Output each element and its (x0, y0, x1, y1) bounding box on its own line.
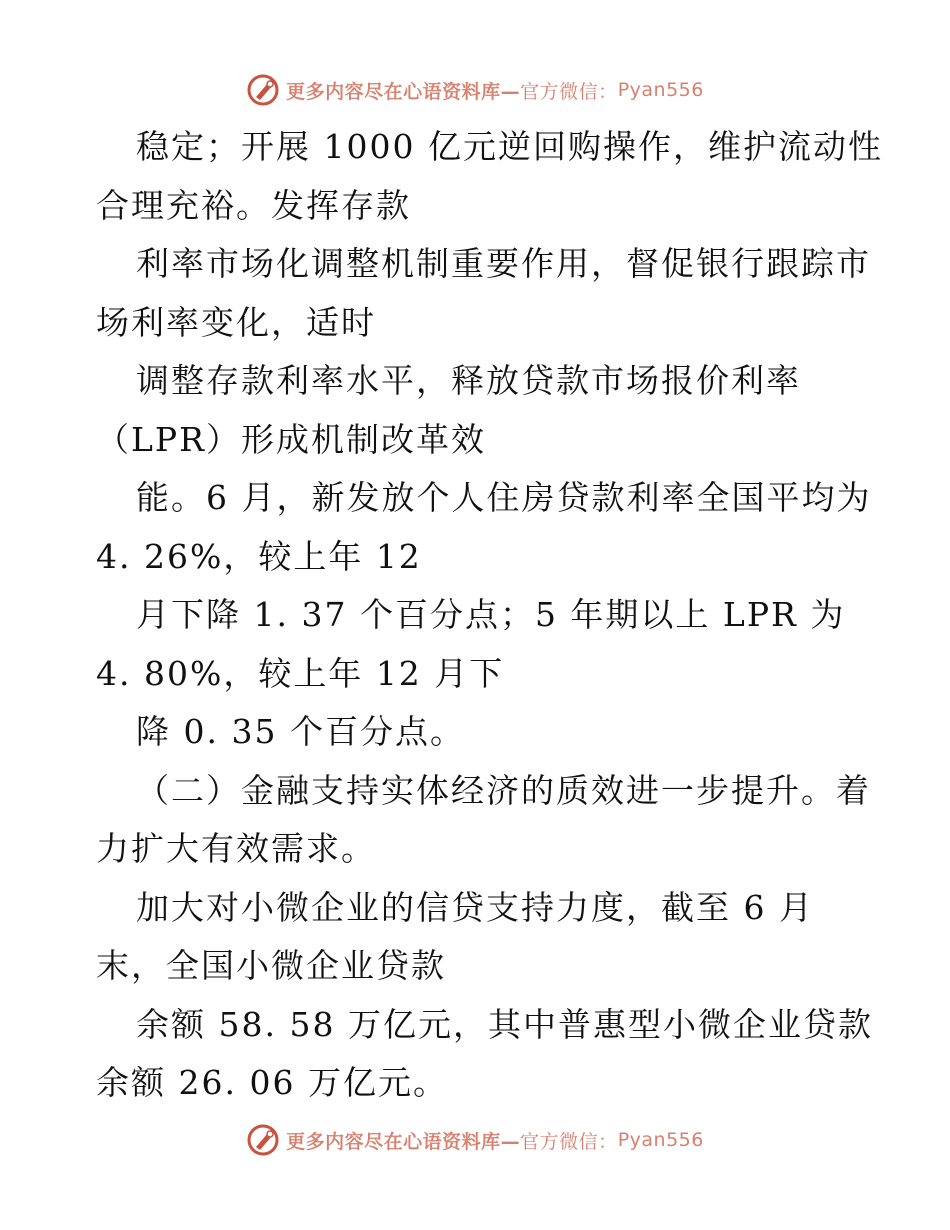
brand-logo-icon (246, 1123, 280, 1157)
text-line: （LPR）形成机制改革效 (96, 419, 486, 459)
text-line: 稳定；开展 1000 亿元逆回购操作，维护流动性 (136, 127, 883, 166)
watermark-header (0, 70, 950, 110)
text-line: 4. 80%，较上年 12 月下 (96, 653, 505, 693)
text-line: 余额 58. 58 万亿元，其中普惠型小微企业贷款 (136, 1004, 873, 1044)
text-line: 余额 26. 06 万亿元。 (96, 1063, 448, 1102)
watermark-wechat-label: 官方微信： (520, 1130, 618, 1153)
watermark-wechat-id: Pyan556 (617, 79, 704, 101)
watermark-footer (0, 1120, 950, 1160)
text-line: 合理充裕。发挥存款 (96, 185, 411, 225)
body-text (96, 118, 883, 1113)
text-line: 月下降 1. 37 个百分点；5 年期以上 LPR 为 (136, 595, 846, 634)
text-line: 加大对小微企业的信贷支持力度，截至 6 月 (136, 887, 814, 927)
watermark-wechat-id: Pyan556 (617, 1129, 704, 1151)
text-line: 4. 26%，较上年 12 (96, 536, 422, 576)
text-line: 末，全国小微企业贷款 (96, 946, 446, 985)
watermark-text: 更多内容尽在心语资料库— (286, 1130, 521, 1153)
text-line: 降 0. 35 个百分点。 (136, 712, 465, 751)
text-line: 场利率变化，适时 (96, 302, 376, 342)
watermark-wechat-label: 官方微信： (520, 80, 618, 103)
watermark-text: 更多内容尽在心语资料库— (286, 80, 521, 103)
brand-logo-icon (246, 73, 280, 107)
text-line: 调整存款利率水平，释放贷款市场报价利率 (136, 361, 801, 400)
text-line: 能。6 月，新发放个人住房贷款利率全国平均为 (136, 478, 872, 517)
section-heading-line: （二）金融支持实体经济的质效进一步提升。着 (136, 770, 871, 810)
text-line: 力扩大有效需求。 (96, 829, 376, 868)
text-line: 利率市场化调整机制重要作用，督促银行跟踪市 (136, 244, 871, 283)
